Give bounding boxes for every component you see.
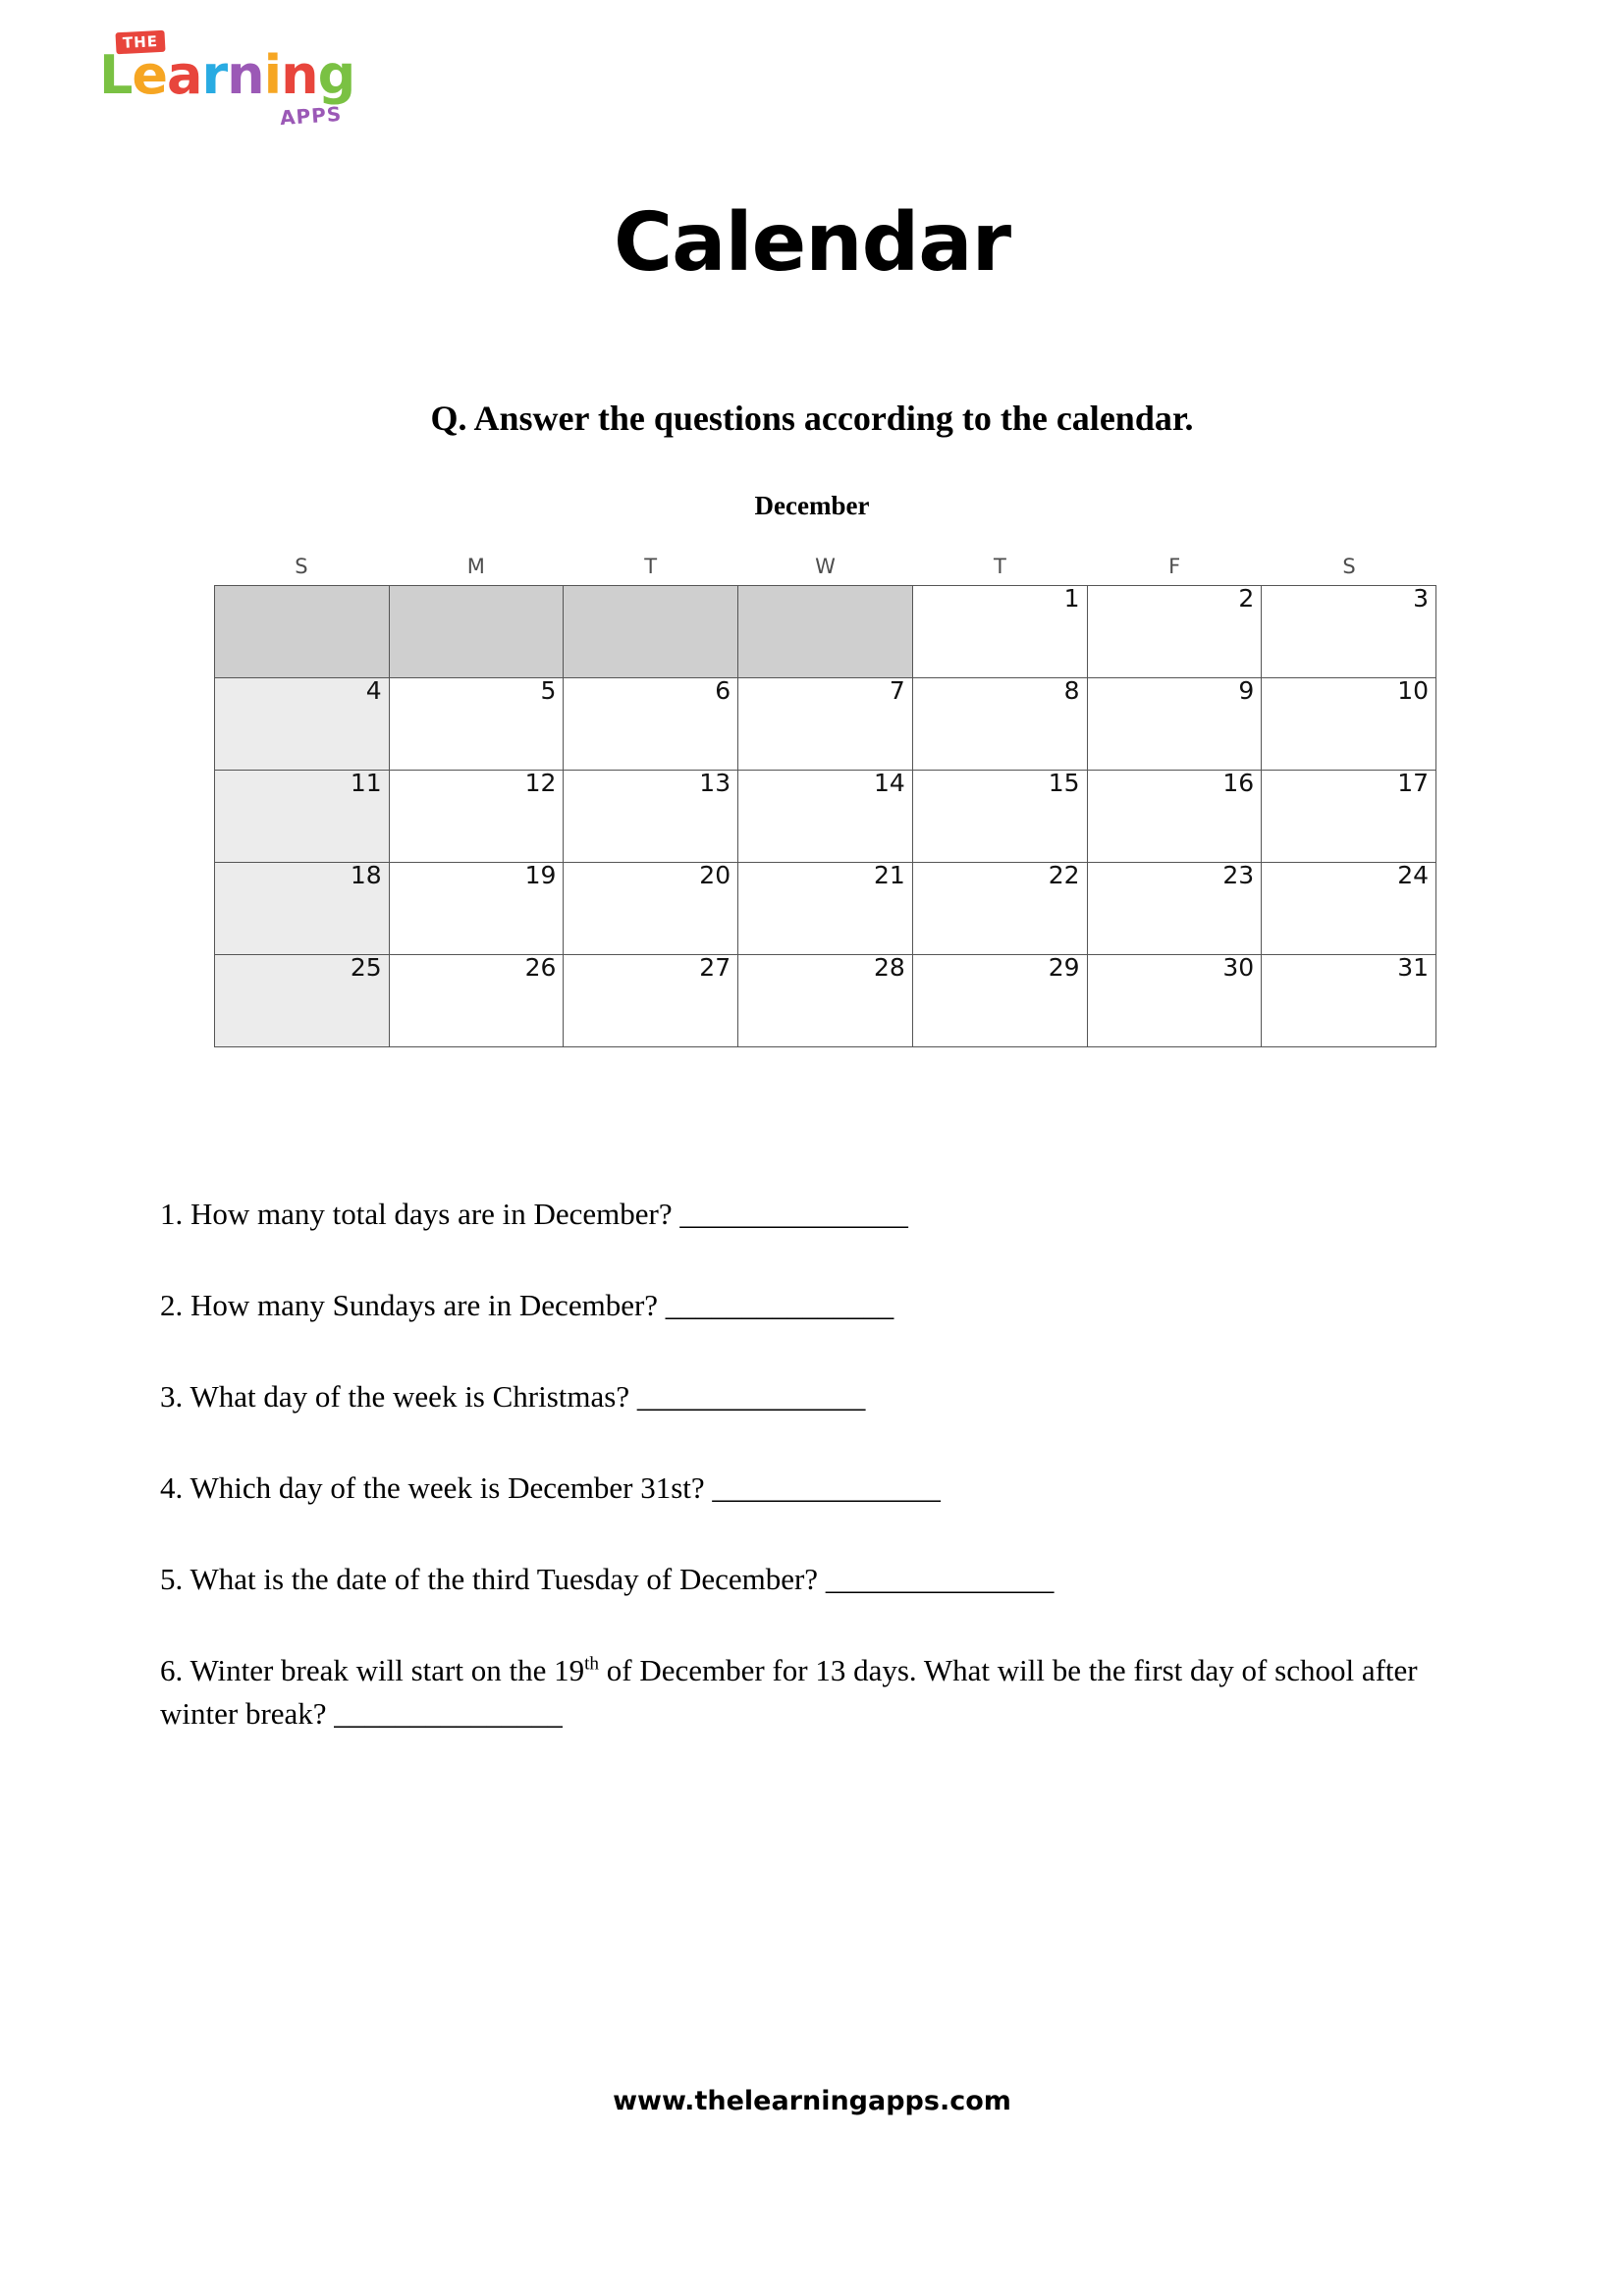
question-number: 3.	[160, 1379, 184, 1415]
question-item	[160, 1193, 1466, 1236]
calendar-cell-day: 4	[215, 678, 390, 771]
question-number: 4.	[160, 1470, 184, 1506]
question-text: How many total days are in December?	[190, 1197, 673, 1231]
question-text-part2: of December for 13 days. What will be the first day of school after winter break?	[160, 1653, 1418, 1732]
question-item	[160, 1649, 1466, 1735]
calendar-cell-day: 22	[912, 863, 1087, 955]
day-header-saturday: S	[1342, 555, 1356, 578]
calendar-cell-day: 14	[738, 771, 913, 863]
calendar-cell-empty	[738, 586, 913, 678]
calendar-cell-day: 16	[1087, 771, 1262, 863]
calendar-cell-day: 2	[1087, 586, 1262, 678]
calendar-cell-day: 12	[389, 771, 564, 863]
calendar-grid	[214, 585, 1436, 1047]
calendar-cell-day: 28	[738, 955, 913, 1047]
calendar-cell-day: 25	[215, 955, 390, 1047]
calendar-month-label: December	[754, 491, 870, 520]
calendar-week-row	[215, 863, 1436, 955]
question-item	[160, 1375, 1466, 1418]
calendar-cell-day: 15	[912, 771, 1087, 863]
answer-blank[interactable]: _______________	[636, 1379, 866, 1415]
answer-blank[interactable]: _______________	[665, 1288, 894, 1323]
calendar-week-row	[215, 771, 1436, 863]
calendar-cell-day: 17	[1262, 771, 1436, 863]
calendar-cell-day: 3	[1262, 586, 1436, 678]
question-number: 1.	[160, 1197, 184, 1231]
question-item	[160, 1558, 1466, 1601]
calendar-cell-day: 9	[1087, 678, 1262, 771]
calendar-cell-day: 31	[1262, 955, 1436, 1047]
calendar-cell-day: 19	[389, 863, 564, 955]
question-number: 5.	[160, 1562, 184, 1597]
day-header-friday: F	[1168, 555, 1181, 578]
question-text: What is the date of the third Tuesday of December?	[189, 1562, 819, 1597]
answer-blank[interactable]: _______________	[825, 1562, 1055, 1597]
calendar-cell-day: 29	[912, 955, 1087, 1047]
question-text-part1: Winter break will start on the 19	[189, 1653, 585, 1688]
questions-list	[160, 1193, 1466, 1784]
calendar-cell-day: 20	[564, 863, 738, 955]
calendar-cell-day: 6	[564, 678, 738, 771]
calendar-cell-day: 7	[738, 678, 913, 771]
calendar-day-header-row	[214, 555, 1436, 585]
calendar-cell-day: 13	[564, 771, 738, 863]
day-header-sunday: S	[295, 555, 308, 578]
page-title: Calendar	[613, 196, 1011, 290]
logo-wordmark: Learning	[99, 44, 355, 106]
day-header-wednesday: W	[815, 555, 836, 578]
answer-blank[interactable]: _______________	[679, 1197, 908, 1231]
day-header-tuesday: T	[644, 555, 658, 578]
calendar-week-row	[215, 955, 1436, 1047]
logo-subtext-apps: APPS	[279, 101, 343, 131]
question-item	[160, 1467, 1466, 1510]
calendar-widget	[214, 555, 1436, 1047]
calendar-cell-day: 26	[389, 955, 564, 1047]
question-text: What day of the week is Christmas?	[189, 1379, 630, 1415]
calendar-cell-empty	[215, 586, 390, 678]
day-header-thursday: T	[993, 555, 1006, 578]
calendar-week-row	[215, 678, 1436, 771]
question-number: 6.	[160, 1653, 184, 1688]
ordinal-suffix: th	[584, 1653, 600, 1675]
day-header-monday: M	[466, 555, 485, 578]
calendar-cell-day: 10	[1262, 678, 1436, 771]
answer-blank[interactable]: _______________	[334, 1696, 563, 1732]
calendar-cell-day: 1	[912, 586, 1087, 678]
calendar-cell-day: 21	[738, 863, 913, 955]
calendar-cell-day: 18	[215, 863, 390, 955]
answer-blank[interactable]: _______________	[712, 1470, 941, 1506]
question-text: Which day of the week is December 31st?	[189, 1470, 705, 1506]
site-logo	[93, 27, 388, 145]
calendar-cell-empty	[564, 586, 738, 678]
calendar-cell-day: 30	[1087, 955, 1262, 1047]
calendar-cell-day: 8	[912, 678, 1087, 771]
calendar-cell-day: 23	[1087, 863, 1262, 955]
instruction-text: Q. Answer the questions according to the calendar.	[430, 399, 1194, 438]
calendar-week-row	[215, 586, 1436, 678]
question-text: How many Sundays are in December?	[190, 1288, 659, 1323]
question-number: 2.	[160, 1288, 184, 1323]
logo-badge-the: THE	[115, 30, 165, 55]
footer-url: www.thelearningapps.com	[613, 2086, 1011, 2116]
calendar-cell-empty	[389, 586, 564, 678]
question-item	[160, 1284, 1466, 1327]
calendar-cell-day: 27	[564, 955, 738, 1047]
calendar-cell-day: 11	[215, 771, 390, 863]
calendar-cell-day: 24	[1262, 863, 1436, 955]
calendar-cell-day: 5	[389, 678, 564, 771]
